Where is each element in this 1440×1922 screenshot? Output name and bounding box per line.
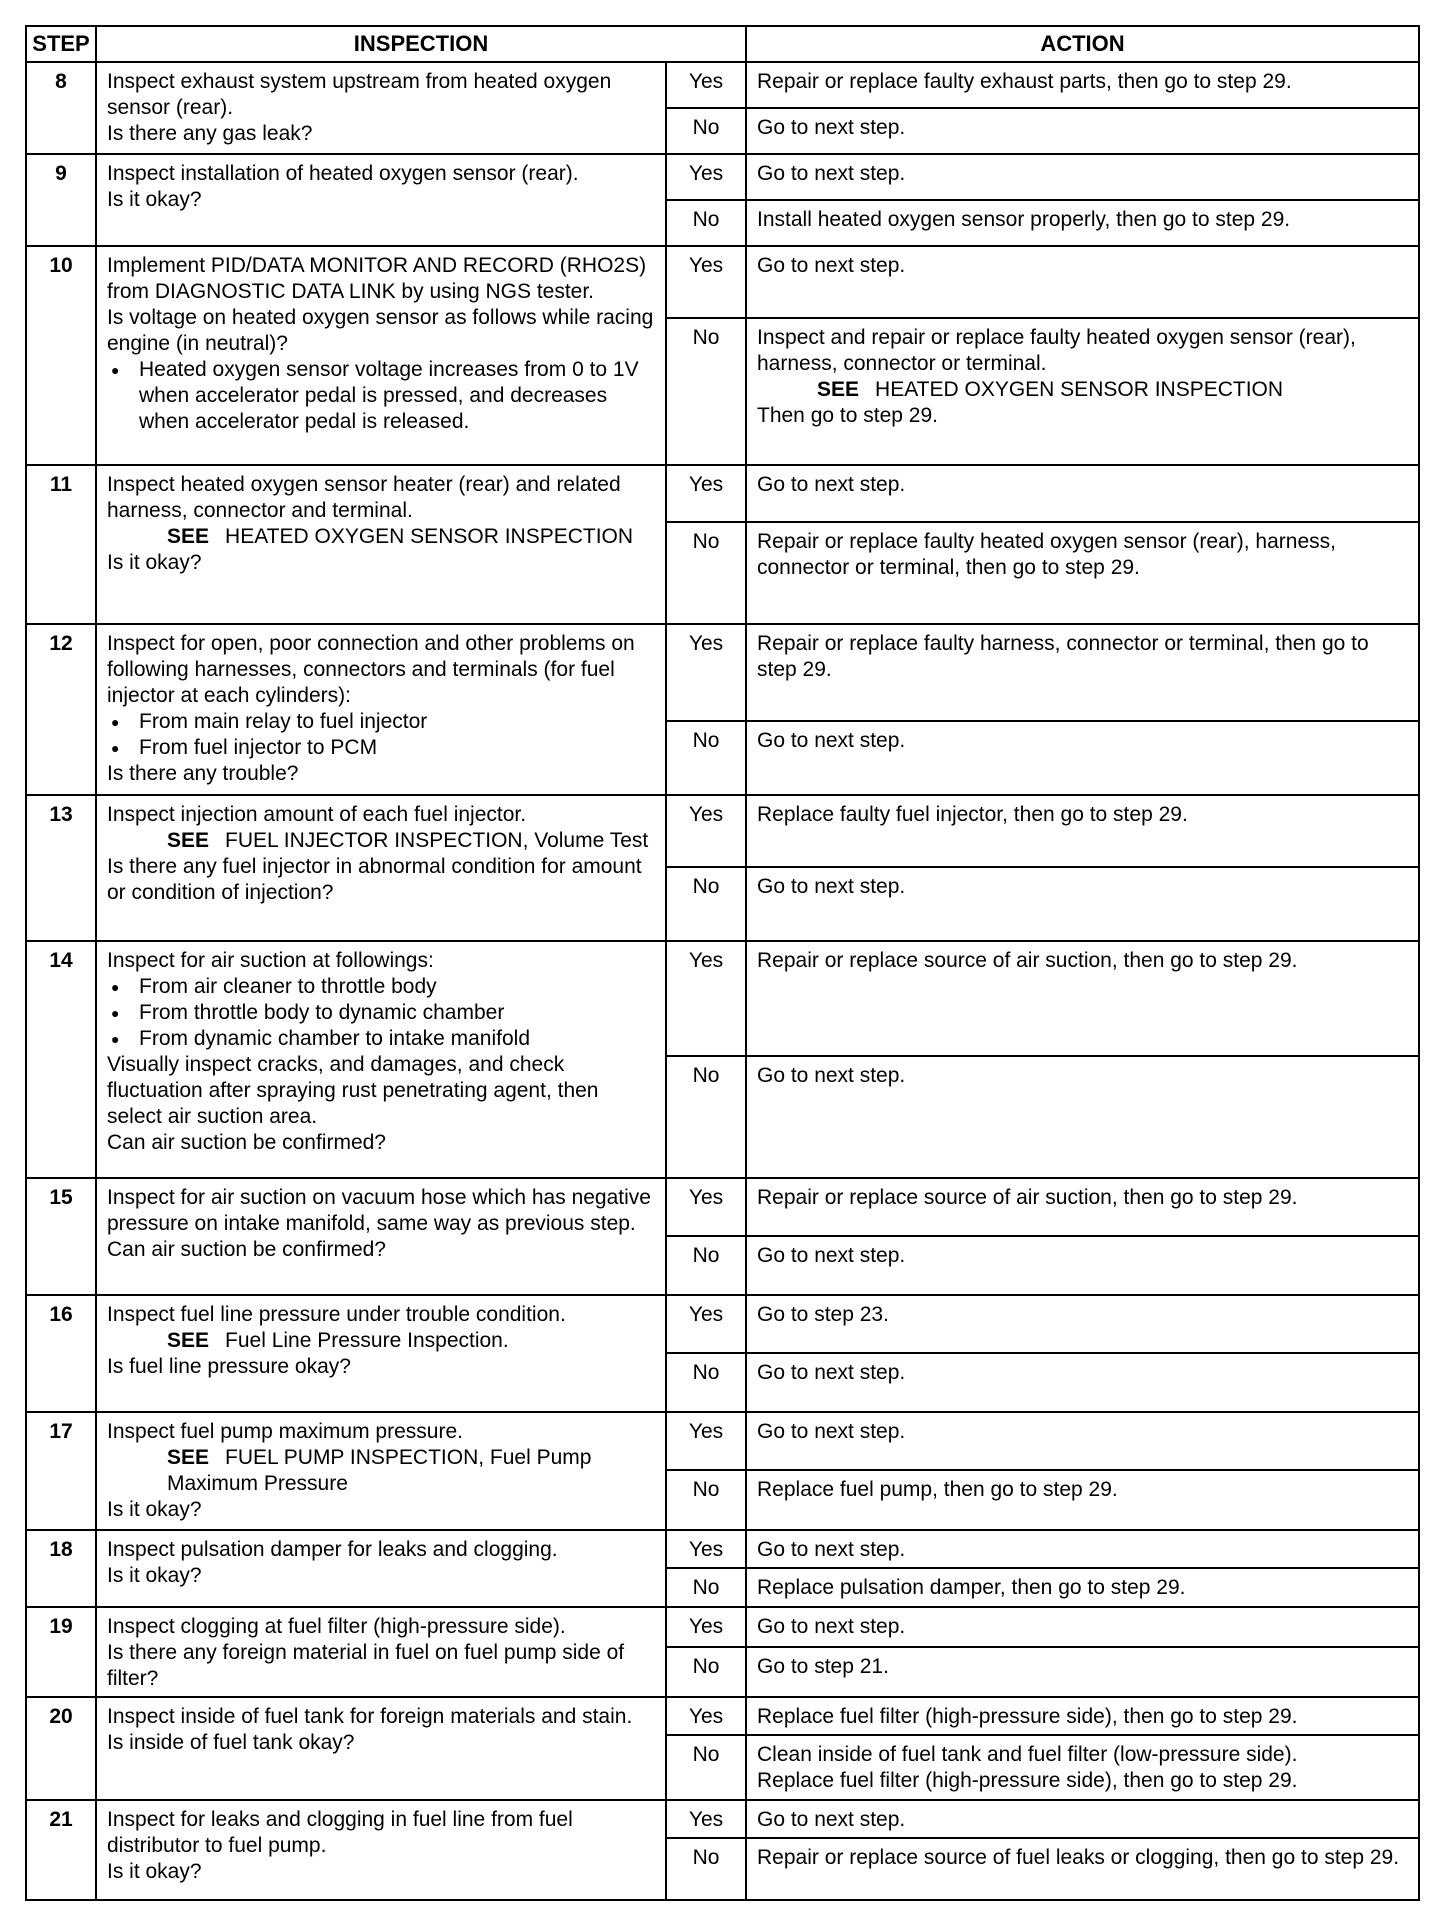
step-number: 19	[26, 1607, 96, 1697]
yes-action: Go to next step.	[746, 1530, 1419, 1568]
inspection-cell	[96, 624, 666, 795]
inspection-text: Inspect installation of heated oxygen sensor (rear).	[107, 162, 579, 185]
no-label: No	[666, 108, 746, 154]
inspection-bullet-item: ● Heated oxygen sensor voltage increases from 0 to 1V when accelerator pedal is pressed, and decreases when accelerator pedal is released.	[107, 357, 655, 435]
no-label: No	[666, 1236, 746, 1295]
no-label: No	[666, 721, 746, 795]
inspection-text: Implement PID/DATA MONITOR AND RECORD (RHO2S) from DIAGNOSTIC DATA LINK by using NGS tester.	[107, 254, 647, 303]
action-text: Clean inside of fuel tank and fuel filter (low-pressure side).	[757, 1743, 1298, 1766]
inspection-text: Inspect exhaust system upstream from heated oxygen sensor (rear).	[107, 70, 612, 119]
step-row-13-yes	[26, 795, 1419, 867]
step-number: 8	[26, 62, 96, 154]
see-label: SEE	[817, 378, 860, 401]
yes-label: Yes	[666, 1607, 746, 1647]
yes-action: Go to step 23.	[746, 1295, 1419, 1353]
inspection-cell	[96, 795, 666, 941]
no-action: Replace pulsation damper, then go to step 29.	[746, 1568, 1419, 1607]
no-label: No	[666, 1470, 746, 1530]
yes-action: Repair or replace source of air suction, then go to step 29.	[746, 941, 1419, 1056]
step-row-9-yes	[26, 154, 1419, 200]
inspection-text: Inspect for air suction on vacuum hose which has negative pressure on intake manifold, same way as previous step.	[107, 1186, 651, 1235]
inspection-cell	[96, 154, 666, 246]
inspection-text: Is it okay?	[107, 1498, 202, 1521]
inspection-text: Is there any foreign material in fuel on fuel pump side of filter?	[107, 1641, 625, 1690]
inspection-text: Inspect for open, poor connection and other problems on following harnesses, connectors and terminals (for fuel injector at each cylinders):	[107, 632, 635, 707]
yes-label: Yes	[666, 1697, 746, 1735]
action-text: Replace fuel filter (high-pressure side), then go to step 29.	[757, 1769, 1298, 1792]
inspection-text: Inspect pulsation damper for leaks and clogging.	[107, 1538, 558, 1561]
step-number: 20	[26, 1697, 96, 1800]
step-number: 13	[26, 795, 96, 941]
yes-label: Yes	[666, 1800, 746, 1838]
header-action: ACTION	[746, 26, 1419, 62]
inspection-text: Is it okay?	[107, 1860, 202, 1883]
header-step: STEP	[26, 26, 96, 62]
yes-action: Go to next step.	[746, 246, 1419, 318]
inspection-text: Is it okay?	[107, 551, 202, 574]
no-label: No	[666, 200, 746, 246]
inspection-cell	[96, 246, 666, 465]
no-action	[746, 318, 1419, 465]
step-row-20-yes	[26, 1697, 1419, 1735]
yes-action: Repair or replace faulty harness, connector or terminal, then go to step 29.	[746, 624, 1419, 721]
inspection-see-reference	[107, 1445, 655, 1497]
diagnostic-table	[25, 25, 1420, 1901]
inspection-text: Inspect for air suction at followings:	[107, 949, 434, 972]
no-label: No	[666, 318, 746, 465]
action-see-reference	[757, 377, 1408, 403]
see-label: SEE	[167, 829, 210, 852]
yes-action: Go to next step.	[746, 1607, 1419, 1647]
no-action	[746, 1735, 1419, 1800]
inspection-text: Is it okay?	[107, 1564, 202, 1587]
inspection-bullet-item: ● From air cleaner to throttle body	[107, 974, 655, 1000]
inspection-see-reference	[107, 828, 655, 854]
step-number: 18	[26, 1530, 96, 1607]
see-target: HEATED OXYGEN SENSOR INSPECTION	[875, 378, 1284, 401]
no-label: No	[666, 1056, 746, 1178]
inspection-text: Is there any trouble?	[107, 762, 299, 785]
step-row-8-yes	[26, 62, 1419, 108]
inspection-text: Is fuel line pressure okay?	[107, 1355, 351, 1378]
step-row-16-yes	[26, 1295, 1419, 1353]
step-row-21-yes	[26, 1800, 1419, 1838]
inspection-cell	[96, 1697, 666, 1800]
yes-action: Repair or replace faulty exhaust parts, then go to step 29.	[746, 62, 1419, 108]
inspection-cell	[96, 941, 666, 1178]
inspection-text: Inspect fuel pump maximum pressure.	[107, 1420, 463, 1443]
inspection-text: Is inside of fuel tank okay?	[107, 1731, 355, 1754]
inspection-text: Inspect injection amount of each fuel injector.	[107, 803, 527, 826]
step-row-14-yes	[26, 941, 1419, 1056]
step-number: 12	[26, 624, 96, 795]
inspection-see-reference	[107, 524, 655, 550]
step-number: 9	[26, 154, 96, 246]
inspection-text: Inspect for leaks and clogging in fuel line from fuel distributor to fuel pump.	[107, 1808, 573, 1857]
yes-action: Go to next step.	[746, 1800, 1419, 1838]
no-label: No	[666, 1647, 746, 1697]
yes-label: Yes	[666, 1530, 746, 1568]
inspection-cell	[96, 1800, 666, 1900]
inspection-text: Can air suction be confirmed?	[107, 1131, 386, 1154]
step-row-17-yes	[26, 1412, 1419, 1470]
no-action: Go to next step.	[746, 1236, 1419, 1295]
inspection-cell	[96, 62, 666, 154]
inspection-see-reference	[107, 1328, 655, 1354]
yes-label: Yes	[666, 624, 746, 721]
inspection-bullet-item: ● From fuel injector to PCM	[107, 735, 655, 761]
no-action: Go to next step.	[746, 1353, 1419, 1412]
inspection-cell	[96, 1530, 666, 1607]
inspection-text: Is there any gas leak?	[107, 122, 313, 145]
yes-label: Yes	[666, 1412, 746, 1470]
inspection-bullet-item: ● From main relay to fuel injector	[107, 709, 655, 735]
yes-label: Yes	[666, 62, 746, 108]
step-row-15-yes	[26, 1178, 1419, 1236]
step-row-19-yes	[26, 1607, 1419, 1647]
yes-label: Yes	[666, 941, 746, 1056]
header-inspection: INSPECTION	[96, 26, 746, 62]
yes-label: Yes	[666, 154, 746, 200]
step-number: 21	[26, 1800, 96, 1900]
inspection-text: Inspect heated oxygen sensor heater (rear) and related harness, connector and terminal.	[107, 473, 621, 522]
no-action: Go to next step.	[746, 867, 1419, 941]
see-label: SEE	[167, 1446, 210, 1469]
inspection-cell	[96, 1607, 666, 1697]
yes-label: Yes	[666, 1178, 746, 1236]
no-action: Repair or replace source of fuel leaks or clogging, then go to step 29.	[746, 1838, 1419, 1900]
see-target: FUEL PUMP INSPECTION, Fuel Pump Maximum Pressure	[167, 1446, 592, 1495]
see-label: SEE	[167, 1329, 210, 1352]
yes-label: Yes	[666, 465, 746, 522]
see-target: FUEL INJECTOR INSPECTION, Volume Test	[225, 829, 649, 852]
no-label: No	[666, 1735, 746, 1800]
inspection-text: Is there any fuel injector in abnormal condition for amount or condition of injection?	[107, 855, 642, 904]
no-action: Go to next step.	[746, 108, 1419, 154]
step-row-18-yes	[26, 1530, 1419, 1568]
no-action: Install heated oxygen sensor properly, then go to step 29.	[746, 200, 1419, 246]
step-number: 10	[26, 246, 96, 465]
step-number: 14	[26, 941, 96, 1178]
no-label: No	[666, 522, 746, 624]
no-label: No	[666, 867, 746, 941]
see-label: SEE	[167, 525, 210, 548]
step-row-10-yes	[26, 246, 1419, 318]
inspection-text: Inspect fuel line pressure under trouble condition.	[107, 1303, 566, 1326]
yes-action: Replace fuel filter (high-pressure side), then go to step 29.	[746, 1697, 1419, 1735]
see-target: Fuel Line Pressure Inspection.	[225, 1329, 509, 1352]
inspection-text: Visually inspect cracks, and damages, and check fluctuation after spraying rust penetrating agent, then select air suction area.	[107, 1053, 599, 1128]
step-number: 11	[26, 465, 96, 624]
inspection-bullet-item: ● From throttle body to dynamic chamber	[107, 1000, 655, 1026]
no-label: No	[666, 1568, 746, 1607]
no-action: Replace fuel pump, then go to step 29.	[746, 1470, 1419, 1530]
inspection-text: Inspect clogging at fuel filter (high-pressure side).	[107, 1615, 566, 1638]
inspection-text: Can air suction be confirmed?	[107, 1238, 386, 1261]
see-target: HEATED OXYGEN SENSOR INSPECTION	[225, 525, 634, 548]
inspection-cell	[96, 1412, 666, 1530]
inspection-cell	[96, 465, 666, 624]
yes-label: Yes	[666, 795, 746, 867]
yes-label: Yes	[666, 246, 746, 318]
yes-action: Go to next step.	[746, 154, 1419, 200]
inspection-text: Is it okay?	[107, 188, 202, 211]
no-action: Go to step 21.	[746, 1647, 1419, 1697]
inspection-cell	[96, 1295, 666, 1412]
step-row-11-yes	[26, 465, 1419, 522]
yes-action: Go to next step.	[746, 1412, 1419, 1470]
step-number: 16	[26, 1295, 96, 1412]
yes-action: Replace faulty fuel injector, then go to step 29.	[746, 795, 1419, 867]
no-action: Go to next step.	[746, 721, 1419, 795]
inspection-bullet-item: ● From dynamic chamber to intake manifold	[107, 1026, 655, 1052]
inspection-cell	[96, 1178, 666, 1295]
no-label: No	[666, 1353, 746, 1412]
yes-label: Yes	[666, 1295, 746, 1353]
action-text: Then go to step 29.	[757, 404, 938, 427]
inspection-text: Inspect inside of fuel tank for foreign materials and stain.	[107, 1705, 633, 1728]
action-text: Inspect and repair or replace faulty heated oxygen sensor (rear), harness, connector or terminal.	[757, 326, 1356, 375]
step-row-12-yes	[26, 624, 1419, 721]
yes-action: Repair or replace source of air suction, then go to step 29.	[746, 1178, 1419, 1236]
table-body	[26, 62, 1419, 1900]
no-action: Repair or replace faulty heated oxygen sensor (rear), harness, connector or terminal, then go to step 29.	[746, 522, 1419, 624]
step-number: 15	[26, 1178, 96, 1295]
header-row	[26, 26, 1419, 62]
no-action: Go to next step.	[746, 1056, 1419, 1178]
inspection-text: Is voltage on heated oxygen sensor as follows while racing engine (in neutral)?	[107, 306, 654, 355]
no-label: No	[666, 1838, 746, 1900]
yes-action: Go to next step.	[746, 465, 1419, 522]
step-number: 17	[26, 1412, 96, 1530]
